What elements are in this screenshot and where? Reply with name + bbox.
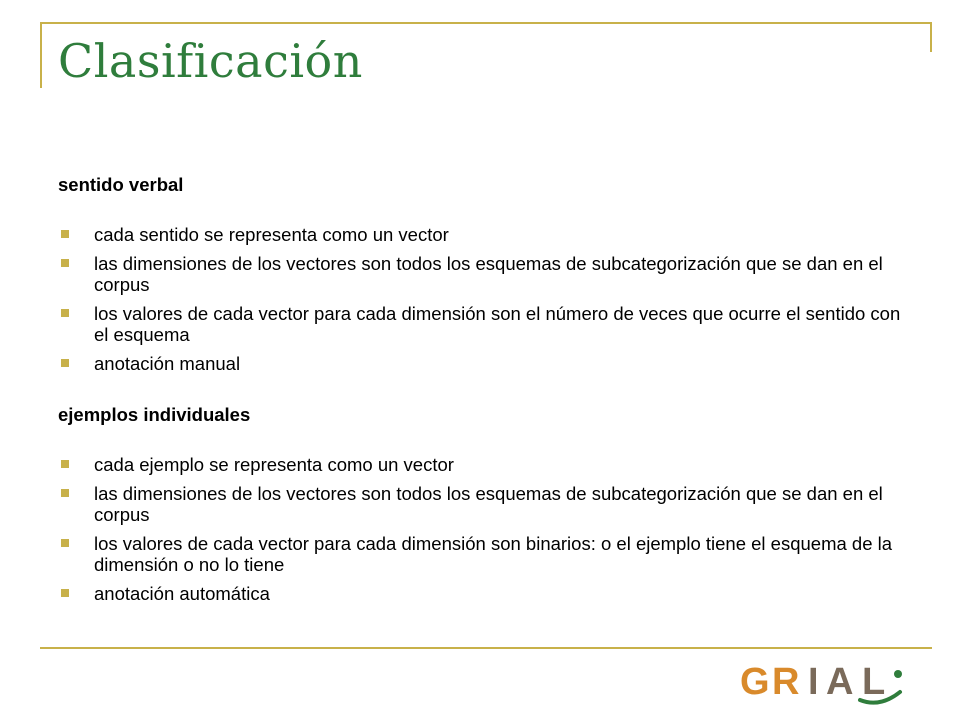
square-bullet-icon xyxy=(61,309,69,317)
section-heading: ejemplos individuales xyxy=(58,404,251,425)
square-bullet-icon xyxy=(61,259,69,267)
list-item xyxy=(58,454,908,475)
list-item-text: anotación automática xyxy=(94,583,270,604)
slide-title: Clasificación xyxy=(58,34,363,88)
slide-content xyxy=(58,174,908,612)
list-item-text: las dimensiones de los vectores son todos los esquemas de subcategorización que se dan en el corpus xyxy=(94,483,883,525)
list-item-text: anotación manual xyxy=(94,353,241,374)
logo-letter-r: R xyxy=(772,661,800,703)
logo-dot xyxy=(894,670,902,678)
list-item-text: cada sentido se representa como un vector xyxy=(94,224,449,245)
square-bullet-icon xyxy=(61,460,69,468)
list-item xyxy=(58,533,908,575)
square-bullet-icon xyxy=(61,359,69,367)
bullet-list xyxy=(58,454,908,604)
bullet-list xyxy=(58,224,908,374)
section-heading: sentido verbal xyxy=(58,174,184,195)
list-item xyxy=(58,483,908,525)
grial-logo-icon xyxy=(740,652,910,710)
grial-logo xyxy=(740,652,910,715)
list-item xyxy=(58,583,908,604)
bottom-rule xyxy=(40,647,932,649)
logo-letter-g: G xyxy=(740,661,770,703)
frame-left-line xyxy=(40,22,42,88)
list-item xyxy=(58,224,908,245)
list-item-text: las dimensiones de los vectores son todos los esquemas de subcategorización que se dan en el corpus xyxy=(94,253,883,295)
list-item xyxy=(58,353,908,374)
list-item-text: cada ejemplo se representa como un vector xyxy=(94,454,454,475)
logo-letter-a: A xyxy=(826,661,854,703)
list-item xyxy=(58,303,908,345)
logo-letter-i: I xyxy=(808,661,819,703)
section-sentido-verbal xyxy=(58,174,908,374)
frame-right-line xyxy=(930,22,932,52)
frame-top-line xyxy=(40,22,932,24)
list-item xyxy=(58,253,908,295)
list-item-text: los valores de cada vector para cada dimensión son el número de veces que ocurre el sentido con el esquema xyxy=(94,303,901,345)
square-bullet-icon xyxy=(61,230,69,238)
section-ejemplos-individuales xyxy=(58,404,908,604)
square-bullet-icon xyxy=(61,489,69,497)
list-item-text: los valores de cada vector para cada dimensión son binarios: o el ejemplo tiene el esquema de la dimensión o no lo tiene xyxy=(94,533,893,575)
logo-letter-l: L xyxy=(862,661,886,703)
square-bullet-icon xyxy=(61,539,69,547)
square-bullet-icon xyxy=(61,589,69,597)
